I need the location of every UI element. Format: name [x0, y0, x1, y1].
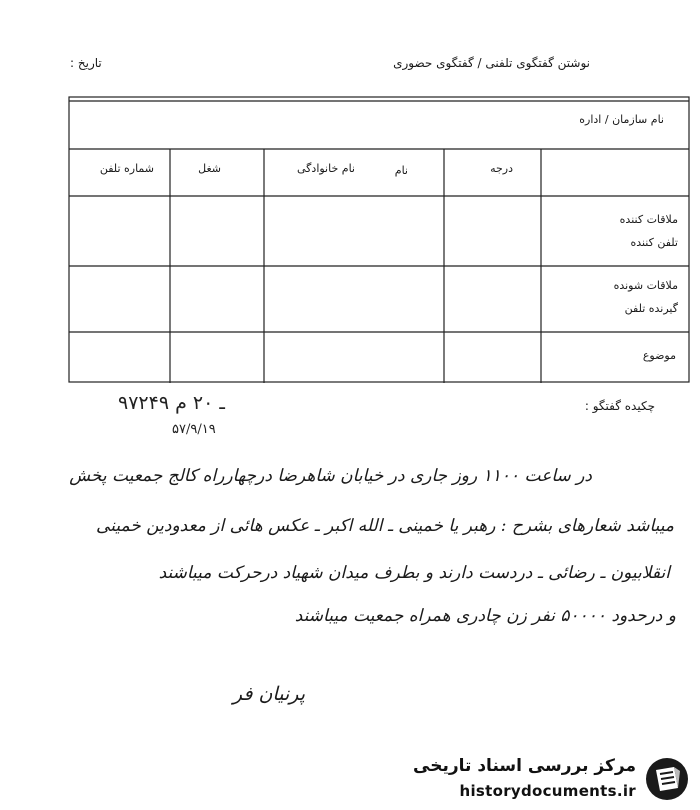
column-occupation: شغل — [198, 162, 221, 175]
watermark-persian-text: مرکز بررسی اسناد تاریخی — [413, 756, 636, 776]
watermark-website-text: historydocuments.ir — [459, 782, 636, 800]
column-first-name: نام — [394, 164, 408, 177]
column-rank: درجه — [490, 162, 513, 175]
conversation-form-table — [68, 96, 690, 383]
handwriting-line-3: انقلابیون ـ رضائی ـ دردست دارند و بطرف میدان شهیاد درحرکت میباشند — [158, 563, 670, 583]
handwriting-line-1: در ساعت ۱۱۰۰ روز جاری در خیابان شاهرضا درچهارراه کالج جمعیت پخش — [69, 466, 592, 486]
form-title: نوشتن گفتگوی تلفنی / گفتگوی حضوری — [393, 56, 590, 70]
organization-label: نام سازمان / اداره — [579, 113, 664, 126]
archive-stamp-date: ۵۷/۹/۱۹ — [172, 422, 216, 437]
handwritten-signature: پرنیان فر — [232, 683, 305, 705]
archive-watermark — [410, 750, 700, 810]
handwriting-line-2: میباشد شعارهای بشرح : رهبر یا خمینی ـ الله اکبر ـ عکس هائی از معدودین خمینی — [96, 516, 674, 536]
row-caller-phone: تلفن کننده — [630, 236, 678, 249]
row-receiver-phone: گیرنده تلفن — [624, 302, 678, 315]
column-phone: شماره تلفن — [99, 162, 154, 175]
row-subject: موضوع — [642, 349, 676, 362]
row-caller-visitor: ملاقات کننده — [619, 213, 678, 226]
document-center-logo-icon — [644, 756, 690, 802]
archive-stamp-number: ۹۷۲۴۹ ـ ۲۰ م — [118, 392, 225, 414]
column-last-name: نام خانوادگی — [297, 162, 355, 175]
handwriting-line-4: و درحدود ۵۰۰۰۰ نفر زن چادری همراه جمعیت میباشند — [294, 606, 676, 626]
row-receiver-visited: ملاقات شونده — [613, 279, 678, 292]
form-grid-lines — [68, 96, 690, 383]
summary-label: چکیده گفتگو : — [584, 399, 655, 413]
date-label: تاریخ : — [70, 56, 102, 70]
